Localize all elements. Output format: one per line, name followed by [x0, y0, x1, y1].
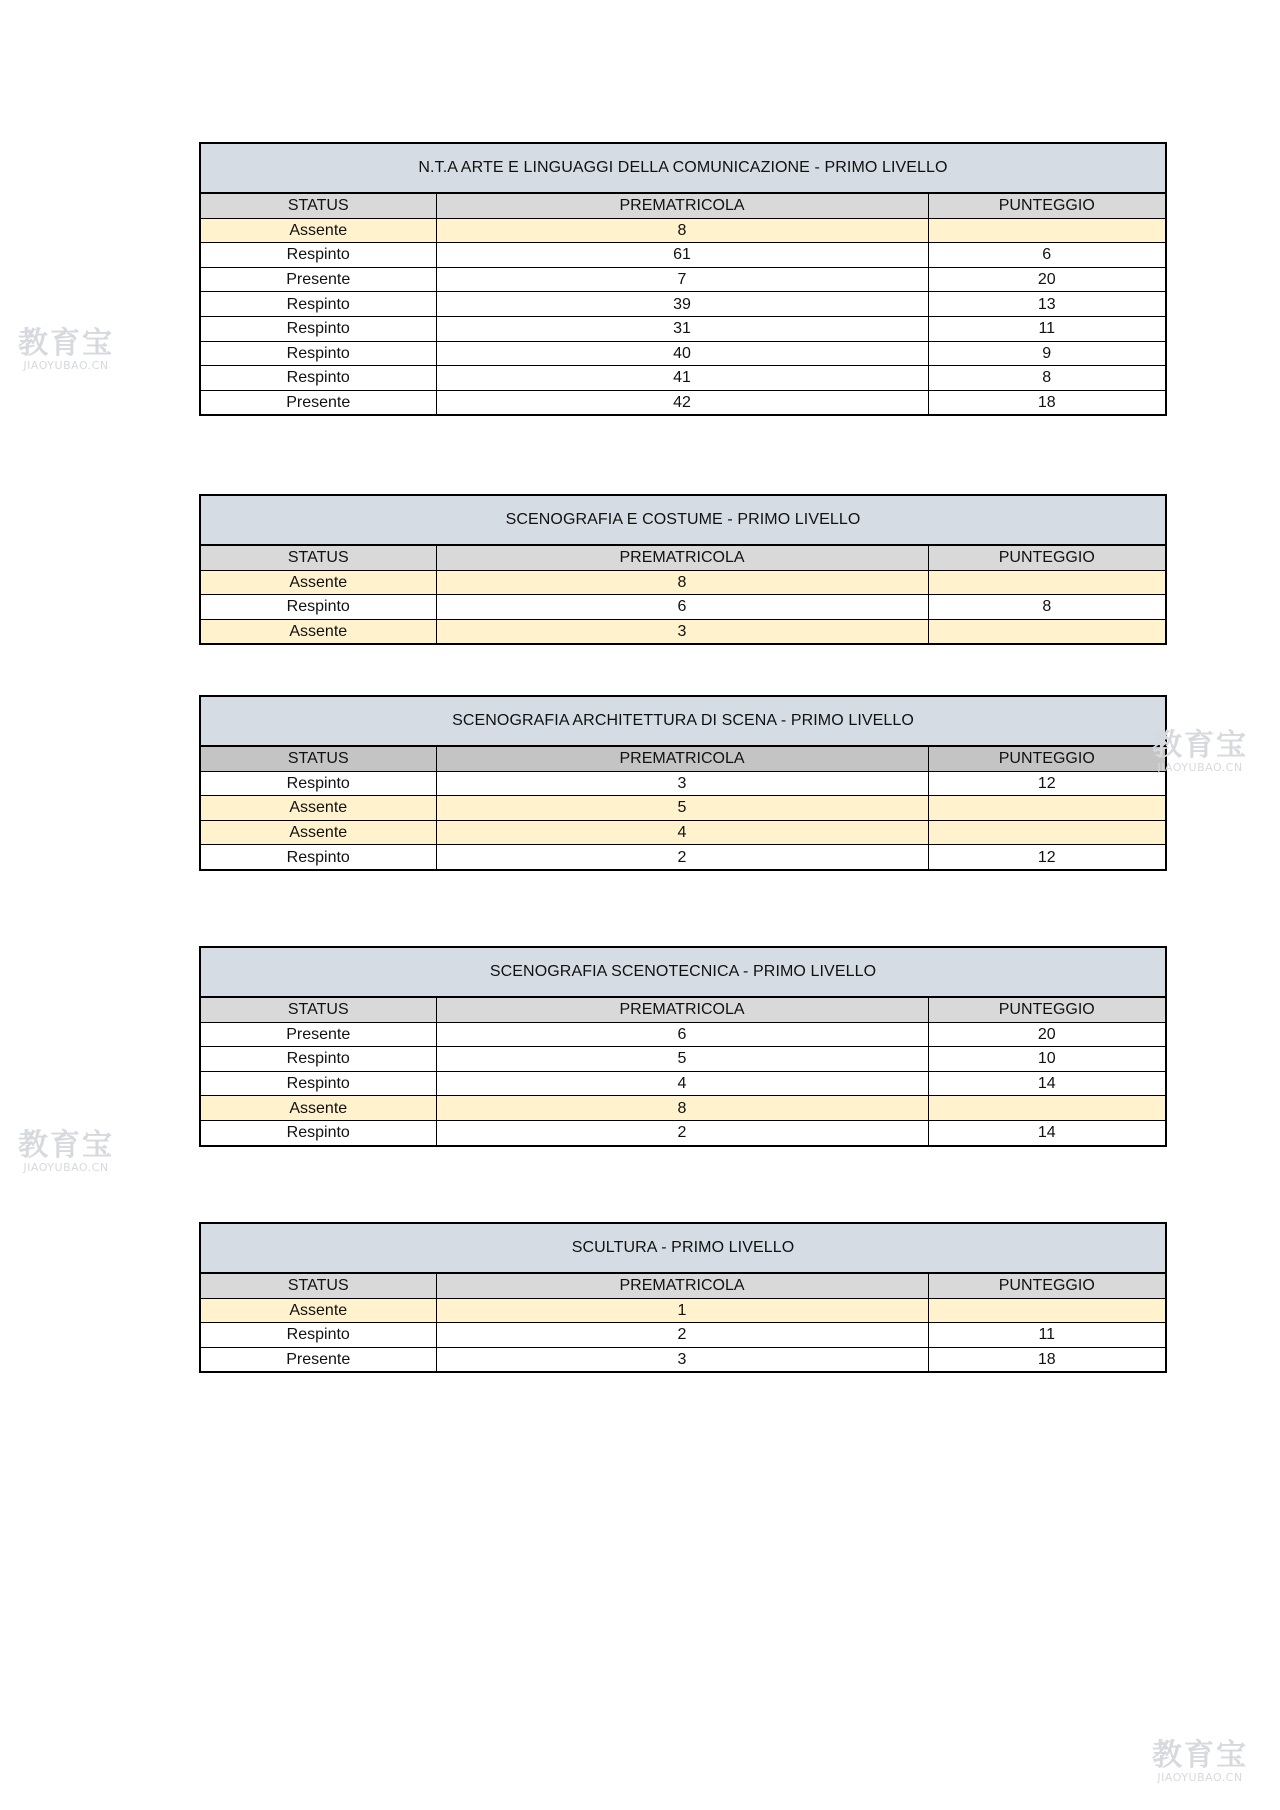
- column-header-punteggio: PUNTEGGIO: [928, 193, 1166, 218]
- table-row: [200, 341, 1166, 366]
- punteggio-cell: [928, 570, 1166, 595]
- table-row: [200, 595, 1166, 620]
- table-row: [200, 845, 1166, 870]
- punteggio-cell: 18: [928, 390, 1166, 415]
- results-table-4: [199, 946, 1167, 1147]
- prematricola-cell: 61: [436, 243, 928, 268]
- prematricola-cell: 41: [436, 366, 928, 391]
- status-cell: Assente: [200, 796, 436, 821]
- table-title: SCENOGRAFIA E COSTUME - PRIMO LIVELLO: [200, 495, 1166, 545]
- watermark-logo: [1152, 1740, 1248, 1784]
- table-row: [200, 1071, 1166, 1096]
- punteggio-cell: 12: [928, 845, 1166, 870]
- status-cell: Assente: [200, 820, 436, 845]
- punteggio-cell: 8: [928, 595, 1166, 620]
- watermark-en: JIAOYUBAO.CN: [23, 359, 109, 372]
- status-cell: Assente: [200, 619, 436, 644]
- results-table-1: [199, 142, 1167, 416]
- prematricola-cell: 5: [436, 1047, 928, 1072]
- column-header-prematricola: PREMATRICOLA: [436, 193, 928, 218]
- punteggio-cell: 20: [928, 1022, 1166, 1047]
- status-cell: Assente: [200, 218, 436, 243]
- prematricola-cell: 3: [436, 771, 928, 796]
- watermark-cn: 教育宝: [1152, 1738, 1248, 1773]
- prematricola-cell: 42: [436, 390, 928, 415]
- column-header-prematricola: PREMATRICOLA: [436, 746, 928, 771]
- column-header-punteggio: PUNTEGGIO: [928, 1273, 1166, 1298]
- prematricola-cell: 8: [436, 570, 928, 595]
- prematricola-cell: 5: [436, 796, 928, 821]
- status-cell: Presente: [200, 267, 436, 292]
- table-row: [200, 292, 1166, 317]
- column-header-prematricola: PREMATRICOLA: [436, 1273, 928, 1298]
- status-cell: Respinto: [200, 1047, 436, 1072]
- table-row: [200, 1047, 1166, 1072]
- prematricola-cell: 2: [436, 845, 928, 870]
- prematricola-cell: 7: [436, 267, 928, 292]
- prematricola-cell: 31: [436, 316, 928, 341]
- punteggio-cell: [928, 796, 1166, 821]
- watermark-cn: 教育宝: [18, 1128, 114, 1163]
- column-header-punteggio: PUNTEGGIO: [928, 746, 1166, 771]
- watermark-cn: 教育宝: [18, 326, 114, 361]
- prematricola-cell: 8: [436, 1096, 928, 1121]
- table-row: [200, 243, 1166, 268]
- table-row: [200, 267, 1166, 292]
- watermark-logo: [18, 1130, 114, 1174]
- prematricola-cell: 4: [436, 1071, 928, 1096]
- status-cell: Presente: [200, 1347, 436, 1372]
- punteggio-cell: 9: [928, 341, 1166, 366]
- watermark-logo: [1152, 730, 1248, 774]
- column-header-status: STATUS: [200, 545, 436, 570]
- punteggio-cell: [928, 1096, 1166, 1121]
- prematricola-cell: 1: [436, 1298, 928, 1323]
- table-title: N.T.A ARTE E LINGUAGGI DELLA COMUNICAZIONE - PRIMO LIVELLO: [200, 143, 1166, 193]
- punteggio-cell: [928, 1298, 1166, 1323]
- table-row: [200, 1096, 1166, 1121]
- status-cell: Respinto: [200, 366, 436, 391]
- table-row: [200, 390, 1166, 415]
- status-cell: Respinto: [200, 1323, 436, 1348]
- status-cell: Respinto: [200, 845, 436, 870]
- punteggio-cell: 13: [928, 292, 1166, 317]
- prematricola-cell: 3: [436, 1347, 928, 1372]
- punteggio-cell: 12: [928, 771, 1166, 796]
- status-cell: Respinto: [200, 1120, 436, 1145]
- punteggio-cell: 20: [928, 267, 1166, 292]
- column-header-status: STATUS: [200, 997, 436, 1022]
- status-cell: Respinto: [200, 243, 436, 268]
- prematricola-cell: 3: [436, 619, 928, 644]
- punteggio-cell: 6: [928, 243, 1166, 268]
- prematricola-cell: 6: [436, 595, 928, 620]
- punteggio-cell: [928, 820, 1166, 845]
- table-row: [200, 570, 1166, 595]
- punteggio-cell: 14: [928, 1120, 1166, 1145]
- column-header-status: STATUS: [200, 746, 436, 771]
- prematricola-cell: 2: [436, 1323, 928, 1348]
- results-table-3: [199, 695, 1167, 871]
- table-row: [200, 316, 1166, 341]
- punteggio-cell: [928, 218, 1166, 243]
- table-row: [200, 218, 1166, 243]
- column-header-status: STATUS: [200, 193, 436, 218]
- status-cell: Respinto: [200, 771, 436, 796]
- watermark-en: JIAOYUBAO.CN: [1157, 761, 1243, 774]
- punteggio-cell: 11: [928, 316, 1166, 341]
- status-cell: Presente: [200, 1022, 436, 1047]
- status-cell: Respinto: [200, 341, 436, 366]
- column-header-status: STATUS: [200, 1273, 436, 1298]
- table-row: [200, 1298, 1166, 1323]
- status-cell: Respinto: [200, 316, 436, 341]
- prematricola-cell: 40: [436, 341, 928, 366]
- table-title: SCENOGRAFIA SCENOTECNICA - PRIMO LIVELLO: [200, 947, 1166, 997]
- column-header-punteggio: PUNTEGGIO: [928, 997, 1166, 1022]
- punteggio-cell: 14: [928, 1071, 1166, 1096]
- prematricola-cell: 4: [436, 820, 928, 845]
- prematricola-cell: 2: [436, 1120, 928, 1145]
- results-table-5: [199, 1222, 1167, 1373]
- punteggio-cell: 11: [928, 1323, 1166, 1348]
- table-title: SCENOGRAFIA ARCHITETTURA DI SCENA - PRIMO LIVELLO: [200, 696, 1166, 746]
- table-row: [200, 820, 1166, 845]
- status-cell: Assente: [200, 1096, 436, 1121]
- table-row: [200, 796, 1166, 821]
- status-cell: Assente: [200, 1298, 436, 1323]
- watermark-logo: [18, 328, 114, 372]
- punteggio-cell: [928, 619, 1166, 644]
- status-cell: Presente: [200, 390, 436, 415]
- status-cell: Respinto: [200, 1071, 436, 1096]
- table-row: [200, 1347, 1166, 1372]
- column-header-prematricola: PREMATRICOLA: [436, 997, 928, 1022]
- prematricola-cell: 6: [436, 1022, 928, 1047]
- watermark-en: JIAOYUBAO.CN: [23, 1161, 109, 1174]
- status-cell: Respinto: [200, 292, 436, 317]
- table-row: [200, 1022, 1166, 1047]
- column-header-prematricola: PREMATRICOLA: [436, 545, 928, 570]
- column-header-punteggio: PUNTEGGIO: [928, 545, 1166, 570]
- table-title: SCULTURA - PRIMO LIVELLO: [200, 1223, 1166, 1273]
- status-cell: Assente: [200, 570, 436, 595]
- table-row: [200, 1323, 1166, 1348]
- punteggio-cell: 10: [928, 1047, 1166, 1072]
- punteggio-cell: 8: [928, 366, 1166, 391]
- prematricola-cell: 39: [436, 292, 928, 317]
- watermark-en: JIAOYUBAO.CN: [1157, 1771, 1243, 1784]
- watermark-cn: 教育宝: [1152, 728, 1248, 763]
- table-row: [200, 366, 1166, 391]
- table-row: [200, 771, 1166, 796]
- results-table-2: [199, 494, 1167, 645]
- table-row: [200, 1120, 1166, 1145]
- table-row: [200, 619, 1166, 644]
- punteggio-cell: 18: [928, 1347, 1166, 1372]
- status-cell: Respinto: [200, 595, 436, 620]
- prematricola-cell: 8: [436, 218, 928, 243]
